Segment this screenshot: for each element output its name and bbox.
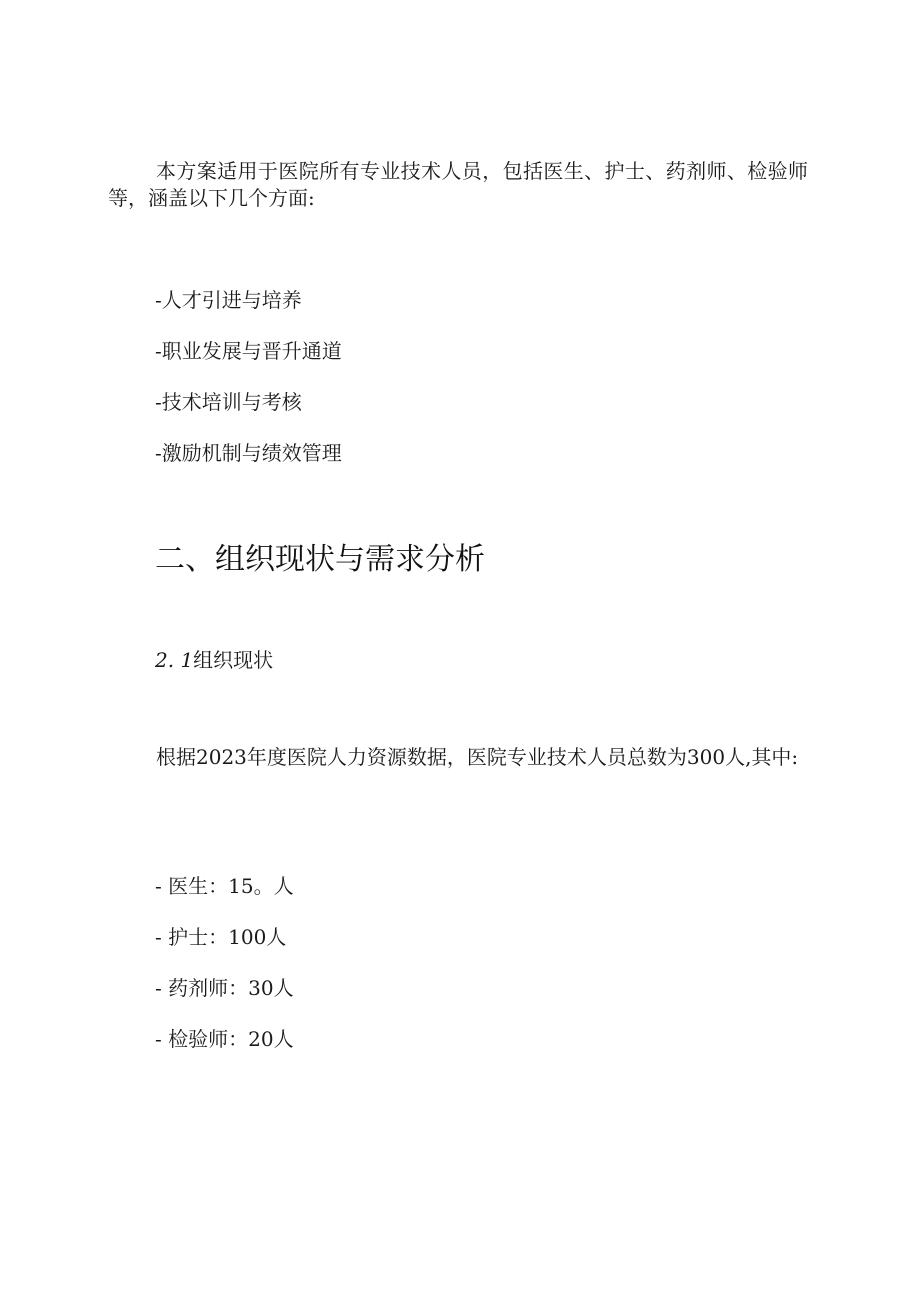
staff-item-pharmacists: - 药剂师：30人 — [155, 976, 294, 1000]
scope-item-training: -技术培训与考核 — [155, 390, 302, 414]
subsection-heading — [155, 647, 273, 673]
scope-item-career: -职业发展与晋升通道 — [155, 339, 342, 363]
staff-item-lab-technicians: - 检验师：20人 — [155, 1027, 294, 1051]
subsection-title: 组织现状 — [193, 648, 274, 672]
scope-item-talent: -人才引进与培养 — [155, 288, 302, 312]
data-paragraph: 根据2023年度医院人力资源数据，医院专业技术人员总数为300人,其中: — [156, 745, 799, 769]
staff-item-doctors: - 医生：15。人 — [155, 874, 294, 898]
staff-item-nurses: - 护士：100人 — [155, 925, 287, 949]
intro-paragraph: 本方案适用于医院所有专业技术人员，包括医生、护士、药剂师、检验师等，涵盖以下几个方面: — [108, 159, 808, 210]
scope-item-incentive: -激励机制与绩效管理 — [155, 441, 342, 465]
subsection-number: 2. 1 — [155, 648, 194, 672]
section-heading: 二、组织现状与需求分析 — [155, 542, 485, 577]
